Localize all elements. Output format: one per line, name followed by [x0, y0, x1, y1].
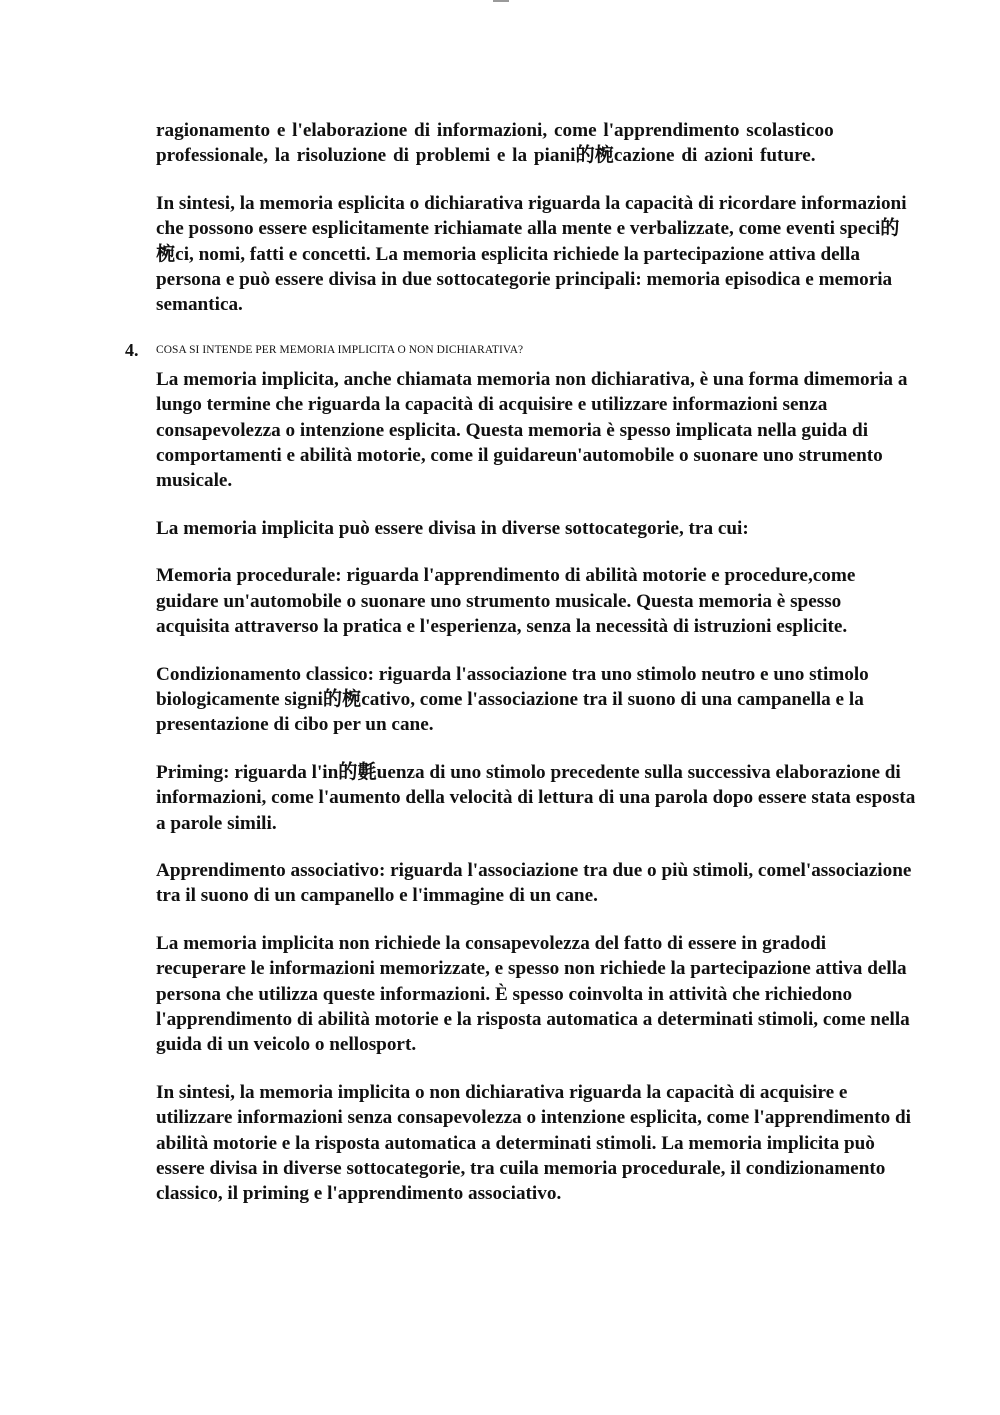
associative-learning-paragraph: Apprendimento associativo: riguarda l'associazione tra due o più stimoli, comel'associazione tra il suono di un campanello e l'immagine di un cane.	[156, 859, 912, 907]
section-number: 4.	[125, 339, 139, 360]
summary-explicit-memory-paragraph: In sintesi, la memoria esplicita o dichiarativa riguarda la capacità di ricordare informazioni che possono essere esplicitamente richiamate alla mente e verbalizzate, come eventi speci的椀ci, nomi, fatti e concetti. La memoria esplicita richiede la partecipazione attiva della persona e può essere divisa in due sottocategorie principali: memoria episodica e memoria semantica.	[156, 192, 907, 316]
page-top-mark	[493, 0, 509, 2]
document-body	[125, 118, 916, 1229]
awareness-paragraph: La memoria implicita non richiede la consapevolezza del fatto di essere in gradodi recuperare le informazioni memorizzate, e spesso non richiede la partecipazione attiva della persona che utilizza queste informazioni. È spesso coinvolta in attività che richiedono l'apprendimento di abilità motorie e la risposta automatica a determinati stimoli, come nella guida di un veicolo o nellosport.	[156, 932, 910, 1056]
procedural-memory-paragraph: Memoria procedurale: riguarda l'apprendimento di abilità motorie e procedure,come guidare un'automobile o suonare uno strumento musicale. Questa memoria è spesso acquisita attraverso la pratica e l'esperienza, senza la necessità di istruzioni esplicite.	[156, 565, 856, 638]
summary-implicit-memory-paragraph: In sintesi, la memoria implicita o non dichiarativa riguarda la capacità di acquisire e utilizzare informazioni senza consapevolezza o intenzione esplicita, come l'apprendimento di abilità motorie e la risposta automatica a determinati stimoli. La memoria implicita può essere divisa in diverse sottocategorie, tra cuila memoria procedurale, il condizionamento classico, il priming e l'apprendimento associativo.	[156, 1081, 911, 1205]
implicit-memory-intro-paragraph: La memoria implicita, anche chiamata memoria non dichiarativa, è una forma dimemoria a lungo termine che riguarda la capacità di acquisire e utilizzare informazioni senza consapevolezza o intenzione esplicita. Questa memoria è spesso implicata nella guida di comportamenti e abilità motorie, come il guidareun'automobile o suonare uno strumento musicale.	[156, 368, 908, 492]
priming-paragraph: Priming: riguarda l'in的氀uenza di uno stimolo precedente sulla successiva elaborazione di informazioni, come l'aumento della velocità di lettura di una parola dopo essere stata esposta a parole simili.	[156, 761, 916, 834]
subcategories-intro-paragraph: La memoria implicita può essere divisa in diverse sottocategorie, tra cui:	[156, 517, 749, 539]
continuation-paragraph: ragionamento e l'elaborazione di informazioni, come l'apprendimento scolasticoo professionale, la risoluzione di problemi e la piani的椀cazione di azioni future.	[156, 120, 834, 167]
section-title: COSA SI INTENDE PER MEMORIA IMPLICITA O NON DICHIARATIVA?	[156, 343, 524, 356]
classical-conditioning-paragraph: Condizionamento classico: riguarda l'associazione tra uno stimolo neutro e uno stimolo biologicamente signi的椀cativo, come l'associazione tra il suono di una campanella e la presentazione di cibo per un cane.	[156, 663, 869, 736]
section-heading	[125, 339, 916, 360]
